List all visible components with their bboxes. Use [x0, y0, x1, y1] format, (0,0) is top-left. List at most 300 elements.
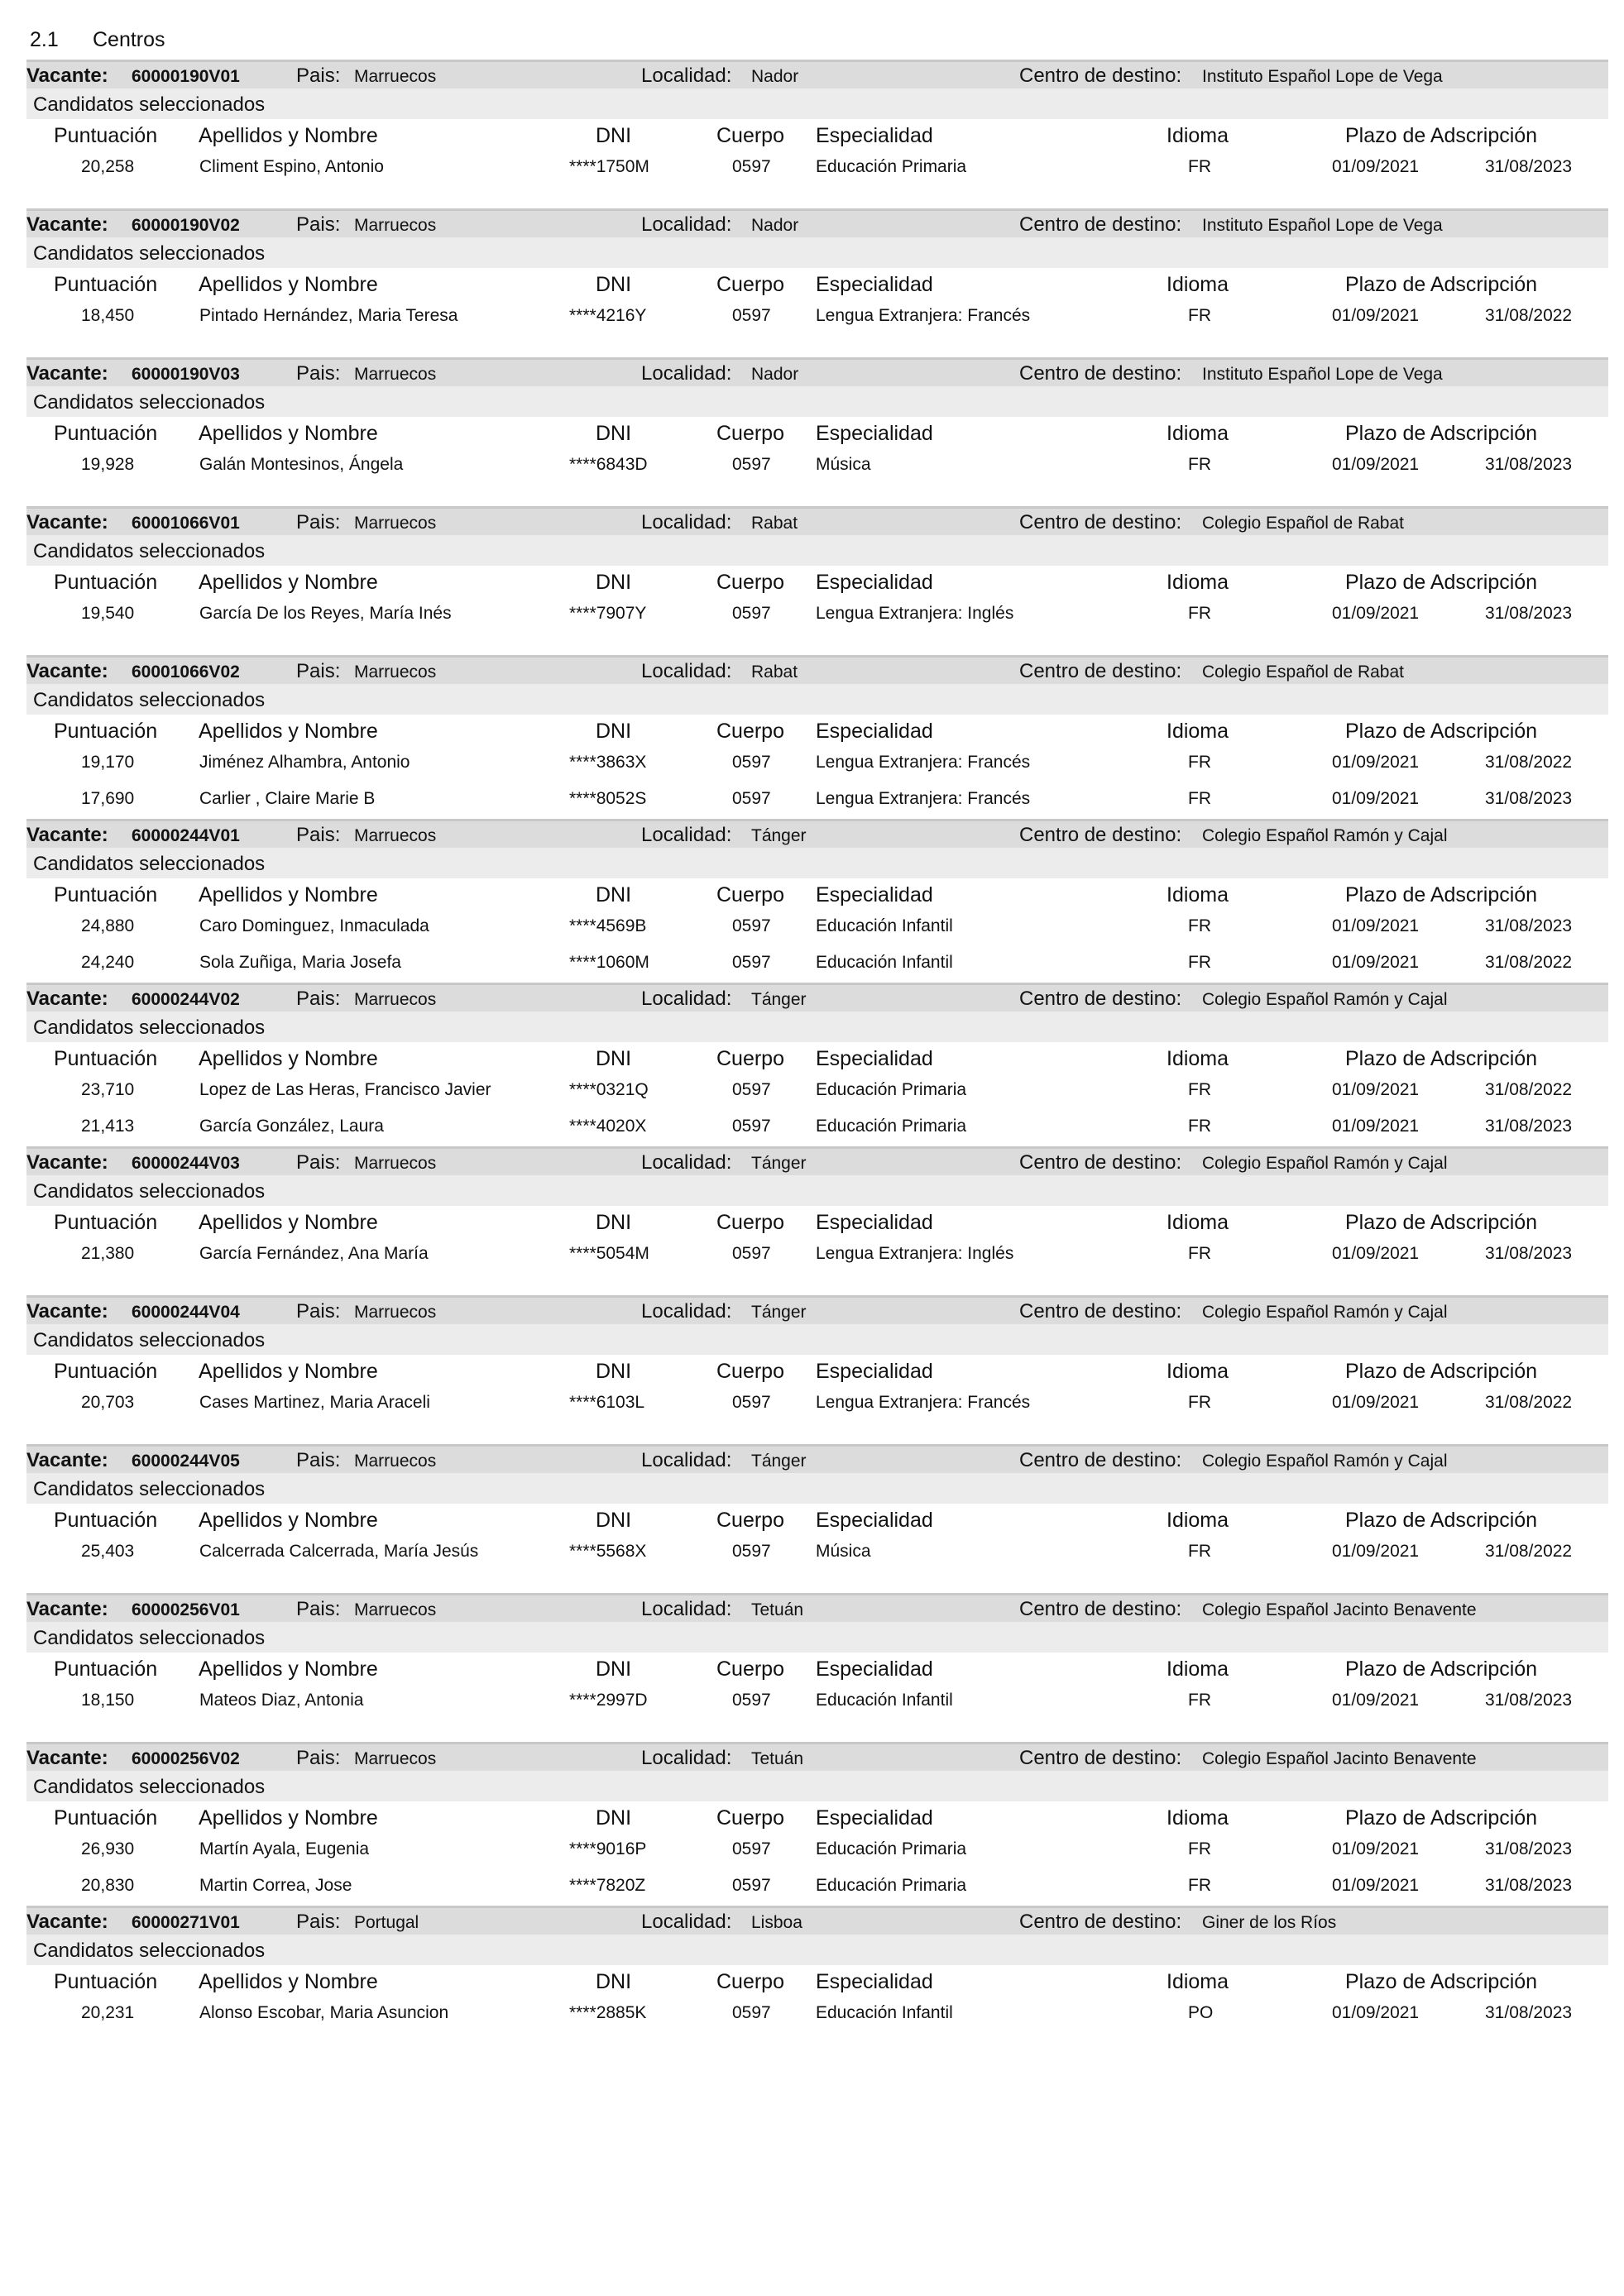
column-header-row — [26, 1965, 1608, 1997]
localidad-value: Tánger — [751, 1303, 807, 1322]
pais-label: Pais: — [296, 1151, 341, 1174]
cell-especialidad: Música — [816, 1542, 871, 1561]
centro-value: Instituto Español Lope de Vega — [1202, 216, 1443, 235]
localidad-value: Tánger — [751, 990, 807, 1009]
cell-dni: ****7907Y — [569, 604, 647, 623]
cell-dni: ****4569B — [569, 916, 647, 935]
cell-nombre: Jiménez Alhambra, Antonio — [199, 753, 410, 772]
cell-cuerpo: 0597 — [732, 604, 771, 623]
column-header-row — [26, 1355, 1608, 1386]
column-header-plazo: Plazo de Adscripción — [1345, 720, 1538, 743]
cell-plazo-desde: 01/09/2021 — [1332, 916, 1420, 935]
column-header-plazo: Plazo de Adscripción — [1345, 1806, 1538, 1830]
cell-idioma: FR — [1188, 789, 1211, 808]
cell-plazo-desde: 01/09/2021 — [1332, 953, 1420, 972]
vacante-code: 60000244V01 — [132, 826, 240, 845]
column-header-cuerpo: Cuerpo — [716, 571, 784, 594]
cell-plazo-hasta: 31/08/2023 — [1485, 1876, 1573, 1895]
vacancy-block — [26, 60, 1608, 208]
vacante-code: 60000244V05 — [132, 1452, 240, 1471]
localidad-label: Localidad: — [641, 213, 732, 236]
candidatos-heading-row — [26, 1325, 1608, 1355]
column-header-nombre: Apellidos y Nombre — [199, 720, 378, 743]
column-header-especialidad: Especialidad — [816, 1509, 933, 1532]
column-header-puntuacion: Puntuación — [54, 124, 158, 147]
column-header-puntuacion: Puntuación — [54, 720, 158, 743]
vacante-code: 60001066V01 — [132, 514, 240, 533]
candidatos-heading: Candidatos seleccionados — [33, 1776, 266, 1798]
column-header-idioma: Idioma — [1167, 124, 1229, 147]
pais-value: Marruecos — [354, 662, 437, 682]
candidatos-heading-row — [26, 685, 1608, 715]
vacancy-header-row — [26, 1906, 1608, 1935]
cell-cuerpo: 0597 — [732, 455, 771, 474]
cell-idioma: FR — [1188, 1542, 1211, 1561]
vacancy-header-row — [26, 1444, 1608, 1474]
localidad-label: Localidad: — [641, 511, 732, 533]
cell-nombre: Martín Ayala, Eugenia — [199, 1839, 370, 1858]
column-header-puntuacion: Puntuación — [54, 1970, 158, 1993]
centro-value: Colegio Español Ramón y Cajal — [1202, 1154, 1448, 1173]
candidate-row — [26, 1869, 1608, 1906]
centro-label: Centro de destino: — [1019, 511, 1182, 533]
candidate-row — [26, 782, 1608, 819]
column-header-row — [26, 1206, 1608, 1237]
localidad-label: Localidad: — [641, 1300, 732, 1323]
candidate-row — [26, 910, 1608, 946]
cell-plazo-hasta: 31/08/2023 — [1485, 604, 1573, 623]
cell-especialidad: Lengua Extranjera: Francés — [816, 306, 1031, 325]
pais-value: Marruecos — [354, 826, 437, 845]
cell-plazo-desde: 01/09/2021 — [1332, 1876, 1420, 1895]
candidatos-heading-row — [26, 1012, 1608, 1042]
vacancy-header-row — [26, 1295, 1608, 1325]
vacancy-header-row — [26, 983, 1608, 1012]
column-header-idioma: Idioma — [1167, 1211, 1229, 1234]
vacante-label: Vacante: — [26, 1151, 108, 1174]
cell-especialidad: Educación Primaria — [816, 157, 967, 176]
pais-label: Pais: — [296, 1911, 341, 1933]
centro-label: Centro de destino: — [1019, 824, 1182, 846]
vacante-label: Vacante: — [26, 824, 108, 846]
cell-dni: ****4216Y — [569, 306, 647, 325]
vacancy-header-row — [26, 506, 1608, 536]
column-header-puntuacion: Puntuación — [54, 1360, 158, 1383]
column-header-cuerpo: Cuerpo — [716, 1211, 784, 1234]
localidad-value: Lisboa — [751, 1913, 802, 1932]
cell-puntuacion: 20,703 — [81, 1393, 135, 1412]
cell-idioma: FR — [1188, 1691, 1211, 1710]
column-header-cuerpo: Cuerpo — [716, 124, 784, 147]
vacancy-header-row — [26, 357, 1608, 387]
vacancy-header-row — [26, 60, 1608, 89]
column-header-row — [26, 1042, 1608, 1074]
vacancy-header-row — [26, 655, 1608, 685]
cell-plazo-hasta: 31/08/2023 — [1485, 157, 1573, 176]
cell-plazo-hasta: 31/08/2022 — [1485, 1393, 1573, 1412]
column-header-nombre: Apellidos y Nombre — [199, 1211, 378, 1234]
column-header-cuerpo: Cuerpo — [716, 1806, 784, 1830]
cell-plazo-hasta: 31/08/2023 — [1485, 789, 1573, 808]
column-header-dni: DNI — [596, 1509, 632, 1532]
vacante-label: Vacante: — [26, 362, 108, 385]
column-header-especialidad: Especialidad — [816, 273, 933, 296]
column-header-plazo: Plazo de Adscripción — [1345, 273, 1538, 296]
column-header-puntuacion: Puntuación — [54, 1047, 158, 1070]
column-header-plazo: Plazo de Adscripción — [1345, 422, 1538, 445]
pais-label: Pais: — [296, 1300, 341, 1323]
vacancy-block — [26, 1444, 1608, 1593]
column-header-idioma: Idioma — [1167, 720, 1229, 743]
localidad-label: Localidad: — [641, 988, 732, 1010]
cell-puntuacion: 20,231 — [81, 2003, 135, 2022]
cell-idioma: FR — [1188, 1117, 1211, 1136]
candidatos-heading: Candidatos seleccionados — [33, 1627, 266, 1649]
cell-dni: ****2997D — [569, 1691, 648, 1710]
pais-value: Marruecos — [354, 1303, 437, 1322]
column-header-cuerpo: Cuerpo — [716, 1509, 784, 1532]
localidad-value: Rabat — [751, 514, 798, 533]
cell-puntuacion: 21,413 — [81, 1117, 135, 1136]
column-header-dni: DNI — [596, 273, 632, 296]
cell-cuerpo: 0597 — [732, 2003, 771, 2022]
block-spacer — [26, 485, 1608, 506]
cell-puntuacion: 26,930 — [81, 1839, 135, 1858]
vacante-label: Vacante: — [26, 65, 108, 87]
column-header-especialidad: Especialidad — [816, 1047, 933, 1070]
vacante-label: Vacante: — [26, 1911, 108, 1933]
cell-plazo-desde: 01/09/2021 — [1332, 1080, 1420, 1099]
cell-nombre: Martin Correa, Jose — [199, 1876, 352, 1895]
column-header-nombre: Apellidos y Nombre — [199, 883, 378, 906]
cell-especialidad: Lengua Extranjera: Francés — [816, 1393, 1031, 1412]
centro-label: Centro de destino: — [1019, 1598, 1182, 1620]
column-header-idioma: Idioma — [1167, 1047, 1229, 1070]
cell-idioma: FR — [1188, 953, 1211, 972]
cell-dni: ****2885K — [569, 2003, 647, 2022]
vacante-label: Vacante: — [26, 1449, 108, 1471]
localidad-value: Tetuán — [751, 1749, 804, 1768]
cell-idioma: FR — [1188, 916, 1211, 935]
cell-especialidad: Educación Infantil — [816, 916, 953, 935]
vacancy-header-row — [26, 1593, 1608, 1623]
vacancy-header-row — [26, 819, 1608, 849]
cell-plazo-desde: 01/09/2021 — [1332, 1542, 1420, 1561]
column-header-nombre: Apellidos y Nombre — [199, 1657, 378, 1681]
centro-value: Instituto Español Lope de Vega — [1202, 67, 1443, 86]
vacancy-block — [26, 983, 1608, 1146]
cell-dni: ****9016P — [569, 1839, 647, 1858]
cell-nombre: Caro Dominguez, Inmaculada — [199, 916, 429, 935]
cell-especialidad: Lengua Extranjera: Inglés — [816, 1244, 1014, 1263]
pais-value: Marruecos — [354, 67, 437, 86]
cell-idioma: PO — [1188, 2003, 1214, 2022]
vacante-code: 60000256V02 — [132, 1749, 240, 1768]
vacancy-header-row — [26, 1742, 1608, 1772]
cell-dni: ****3863X — [569, 753, 647, 772]
centro-label: Centro de destino: — [1019, 213, 1182, 236]
candidatos-heading-row — [26, 1474, 1608, 1504]
column-header-cuerpo: Cuerpo — [716, 883, 784, 906]
candidate-row — [26, 946, 1608, 983]
column-header-plazo: Plazo de Adscripción — [1345, 1657, 1538, 1681]
cell-idioma: FR — [1188, 604, 1211, 623]
column-header-dni: DNI — [596, 1360, 632, 1383]
vacancy-block — [26, 506, 1608, 655]
cell-idioma: FR — [1188, 1244, 1211, 1263]
column-header-plazo: Plazo de Adscripción — [1345, 1047, 1538, 1070]
cell-especialidad: Educación Infantil — [816, 1691, 953, 1710]
column-header-idioma: Idioma — [1167, 1509, 1229, 1532]
centro-value: Instituto Español Lope de Vega — [1202, 365, 1443, 384]
cell-plazo-desde: 01/09/2021 — [1332, 1117, 1420, 1136]
pais-value: Marruecos — [354, 1154, 437, 1173]
column-header-dni: DNI — [596, 124, 632, 147]
candidatos-heading: Candidatos seleccionados — [33, 93, 266, 116]
pais-label: Pais: — [296, 1747, 341, 1769]
column-header-cuerpo: Cuerpo — [716, 1970, 784, 1993]
block-spacer — [26, 336, 1608, 357]
cell-plazo-desde: 01/09/2021 — [1332, 157, 1420, 176]
cell-plazo-desde: 01/09/2021 — [1332, 1691, 1420, 1710]
cell-dni: ****7820Z — [569, 1876, 646, 1895]
cell-nombre: Cases Martinez, Maria Araceli — [199, 1393, 430, 1412]
localidad-value: Tánger — [751, 826, 807, 845]
vacante-code: 60000244V03 — [132, 1154, 240, 1173]
centro-value: Colegio Español Ramón y Cajal — [1202, 990, 1448, 1009]
centro-label: Centro de destino: — [1019, 1747, 1182, 1769]
vacancy-block — [26, 1146, 1608, 1295]
column-header-nombre: Apellidos y Nombre — [199, 273, 378, 296]
cell-especialidad: Educación Infantil — [816, 2003, 953, 2022]
vacancy-block — [26, 357, 1608, 506]
localidad-value: Tánger — [751, 1452, 807, 1471]
localidad-label: Localidad: — [641, 1911, 732, 1933]
column-header-especialidad: Especialidad — [816, 1211, 933, 1234]
cell-dni: ****8052S — [569, 789, 647, 808]
cell-puntuacion: 19,170 — [81, 753, 135, 772]
column-header-dni: DNI — [596, 571, 632, 594]
column-header-nombre: Apellidos y Nombre — [199, 1047, 378, 1070]
localidad-label: Localidad: — [641, 1151, 732, 1174]
cell-cuerpo: 0597 — [732, 753, 771, 772]
cell-especialidad: Música — [816, 455, 871, 474]
column-header-idioma: Idioma — [1167, 1360, 1229, 1383]
column-header-plazo: Plazo de Adscripción — [1345, 1509, 1538, 1532]
pais-value: Marruecos — [354, 216, 437, 235]
candidatos-heading: Candidatos seleccionados — [33, 1329, 266, 1351]
vacancy-block — [26, 1295, 1608, 1444]
column-header-puntuacion: Puntuación — [54, 571, 158, 594]
centro-label: Centro de destino: — [1019, 362, 1182, 385]
localidad-label: Localidad: — [641, 824, 732, 846]
column-header-cuerpo: Cuerpo — [716, 1360, 784, 1383]
centro-value: Colegio Español Ramón y Cajal — [1202, 826, 1448, 845]
candidate-row — [26, 1110, 1608, 1146]
cell-plazo-desde: 01/09/2021 — [1332, 2003, 1420, 2022]
vacante-label: Vacante: — [26, 1747, 108, 1769]
cell-cuerpo: 0597 — [732, 157, 771, 176]
cell-idioma: FR — [1188, 1839, 1211, 1858]
column-header-dni: DNI — [596, 1970, 632, 1993]
centro-value: Colegio Español Ramón y Cajal — [1202, 1303, 1448, 1322]
cell-dni: ****0321Q — [569, 1080, 649, 1099]
cell-puntuacion: 24,240 — [81, 953, 135, 972]
localidad-label: Localidad: — [641, 65, 732, 87]
cell-plazo-hasta: 31/08/2022 — [1485, 1080, 1573, 1099]
cell-cuerpo: 0597 — [732, 1244, 771, 1263]
localidad-value: Tetuán — [751, 1600, 804, 1619]
vacancy-header-row — [26, 1146, 1608, 1176]
candidate-row — [26, 597, 1608, 634]
column-header-row — [26, 268, 1608, 299]
candidate-row — [26, 1833, 1608, 1869]
centro-label: Centro de destino: — [1019, 988, 1182, 1010]
column-header-plazo: Plazo de Adscripción — [1345, 1360, 1538, 1383]
vacancy-block — [26, 655, 1608, 819]
column-header-especialidad: Especialidad — [816, 1360, 933, 1383]
cell-nombre: Alonso Escobar, Maria Asuncion — [199, 2003, 449, 2022]
block-spacer — [26, 1274, 1608, 1295]
column-header-especialidad: Especialidad — [816, 571, 933, 594]
vacancy-block — [26, 1906, 1608, 2054]
cell-especialidad: Educación Primaria — [816, 1080, 967, 1099]
column-header-puntuacion: Puntuación — [54, 273, 158, 296]
centro-value: Colegio Español Jacinto Benavente — [1202, 1600, 1477, 1619]
vacancy-block — [26, 208, 1608, 357]
localidad-value: Nador — [751, 216, 799, 235]
column-header-cuerpo: Cuerpo — [716, 422, 784, 445]
column-header-puntuacion: Puntuación — [54, 1211, 158, 1234]
column-header-dni: DNI — [596, 720, 632, 743]
cell-cuerpo: 0597 — [732, 1876, 771, 1895]
candidatos-heading: Candidatos seleccionados — [33, 853, 266, 875]
cell-idioma: FR — [1188, 1393, 1211, 1412]
pais-label: Pais: — [296, 988, 341, 1010]
cell-dni: ****6843D — [569, 455, 648, 474]
column-header-especialidad: Especialidad — [816, 883, 933, 906]
cell-plazo-desde: 01/09/2021 — [1332, 1393, 1420, 1412]
column-header-nombre: Apellidos y Nombre — [199, 1806, 378, 1830]
column-header-row — [26, 417, 1608, 448]
candidatos-heading-row — [26, 1772, 1608, 1801]
candidatos-heading-row — [26, 849, 1608, 878]
pais-value: Marruecos — [354, 514, 437, 533]
column-header-cuerpo: Cuerpo — [716, 720, 784, 743]
candidate-row — [26, 1684, 1608, 1720]
centro-label: Centro de destino: — [1019, 1911, 1182, 1933]
centro-label: Centro de destino: — [1019, 660, 1182, 682]
centro-value: Colegio Español Jacinto Benavente — [1202, 1749, 1477, 1768]
cell-plazo-hasta: 31/08/2023 — [1485, 2003, 1573, 2022]
column-header-plazo: Plazo de Adscripción — [1345, 1970, 1538, 1993]
column-header-row — [26, 566, 1608, 597]
candidatos-heading: Candidatos seleccionados — [33, 391, 266, 414]
cell-plazo-desde: 01/09/2021 — [1332, 753, 1420, 772]
cell-plazo-hasta: 31/08/2022 — [1485, 1542, 1573, 1561]
vacancy-list — [26, 60, 1608, 2054]
candidatos-heading: Candidatos seleccionados — [33, 1016, 266, 1039]
cell-dni: ****5054M — [569, 1244, 649, 1263]
column-header-nombre: Apellidos y Nombre — [199, 1509, 378, 1532]
column-header-nombre: Apellidos y Nombre — [199, 124, 378, 147]
cell-especialidad: Educación Primaria — [816, 1839, 967, 1858]
cell-nombre: Pintado Hernández, Maria Teresa — [199, 306, 458, 325]
pais-label: Pais: — [296, 511, 341, 533]
column-header-especialidad: Especialidad — [816, 124, 933, 147]
candidatos-heading-row — [26, 1935, 1608, 1965]
section-name: Centros — [93, 28, 165, 51]
column-header-idioma: Idioma — [1167, 1970, 1229, 1993]
pais-value: Marruecos — [354, 1749, 437, 1768]
cell-plazo-hasta: 31/08/2023 — [1485, 916, 1573, 935]
cell-especialidad: Educación Primaria — [816, 1876, 967, 1895]
candidate-row — [26, 746, 1608, 782]
vacante-code: 60000190V03 — [132, 365, 240, 384]
pais-value: Marruecos — [354, 1600, 437, 1619]
column-header-cuerpo: Cuerpo — [716, 1047, 784, 1070]
centro-value: Colegio Español Ramón y Cajal — [1202, 1452, 1448, 1471]
vacante-code: 60000190V02 — [132, 216, 240, 235]
centro-label: Centro de destino: — [1019, 65, 1182, 87]
column-header-idioma: Idioma — [1167, 571, 1229, 594]
column-header-dni: DNI — [596, 1211, 632, 1234]
pais-value: Portugal — [354, 1913, 419, 1932]
candidatos-heading: Candidatos seleccionados — [33, 242, 266, 265]
vacante-code: 60000244V04 — [132, 1303, 240, 1322]
vacante-label: Vacante: — [26, 660, 108, 682]
vacante-code: 60000256V01 — [132, 1600, 240, 1619]
column-header-row — [26, 1801, 1608, 1833]
cell-puntuacion: 25,403 — [81, 1542, 135, 1561]
cell-puntuacion: 18,450 — [81, 306, 135, 325]
candidatos-heading: Candidatos seleccionados — [33, 1180, 266, 1203]
cell-dni: ****5568X — [569, 1542, 647, 1561]
cell-plazo-desde: 01/09/2021 — [1332, 306, 1420, 325]
cell-idioma: FR — [1188, 455, 1211, 474]
cell-plazo-hasta: 31/08/2022 — [1485, 753, 1573, 772]
cell-cuerpo: 0597 — [732, 953, 771, 972]
centro-label: Centro de destino: — [1019, 1151, 1182, 1174]
cell-nombre: Carlier , Claire Marie B — [199, 789, 376, 808]
cell-puntuacion: 18,150 — [81, 1691, 135, 1710]
candidatos-heading-row — [26, 1176, 1608, 1206]
cell-cuerpo: 0597 — [732, 916, 771, 935]
pais-label: Pais: — [296, 824, 341, 846]
localidad-label: Localidad: — [641, 1449, 732, 1471]
vacante-label: Vacante: — [26, 988, 108, 1010]
column-header-nombre: Apellidos y Nombre — [199, 1360, 378, 1383]
column-header-especialidad: Especialidad — [816, 422, 933, 445]
vacancy-header-row — [26, 208, 1608, 238]
block-spacer — [26, 1571, 1608, 1593]
block-spacer — [26, 1720, 1608, 1742]
candidatos-heading: Candidatos seleccionados — [33, 689, 266, 711]
cell-idioma: FR — [1188, 1080, 1211, 1099]
cell-cuerpo: 0597 — [732, 789, 771, 808]
pais-label: Pais: — [296, 65, 341, 87]
cell-especialidad: Lengua Extranjera: Francés — [816, 789, 1031, 808]
candidatos-heading-row — [26, 89, 1608, 119]
column-header-especialidad: Especialidad — [816, 1806, 933, 1830]
cell-puntuacion: 17,690 — [81, 789, 135, 808]
vacancy-block — [26, 1593, 1608, 1742]
column-header-idioma: Idioma — [1167, 422, 1229, 445]
column-header-puntuacion: Puntuación — [54, 1657, 158, 1681]
candidate-row — [26, 1237, 1608, 1274]
cell-plazo-hasta: 31/08/2023 — [1485, 1691, 1573, 1710]
cell-puntuacion: 23,710 — [81, 1080, 135, 1099]
